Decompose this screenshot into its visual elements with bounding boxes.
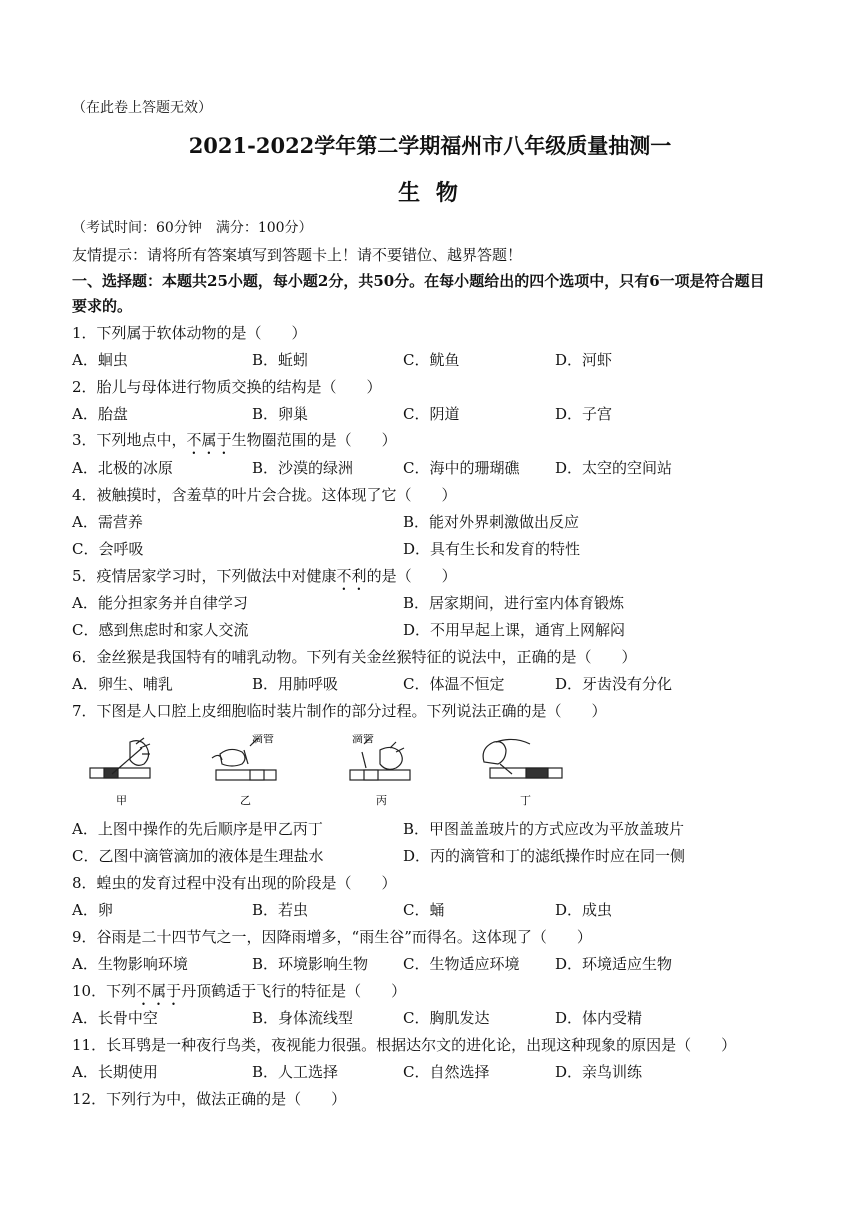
question-1-option-c: C．鱿鱼 (403, 351, 460, 369)
question-10-stem-pre: 10．下列 (72, 982, 137, 1000)
question-11-option-d: D．亲鸟训练 (555, 1063, 643, 1081)
question-2-stem: 2．胎儿与母体进行物质交换的结构是（ ） (72, 378, 382, 396)
question-9-stem: 9．谷雨是二十四节气之一，因降雨增多，“雨生谷”而得名。这体现了（ ） (72, 928, 592, 946)
question-11-option-b: B．人工选择 (252, 1063, 339, 1081)
question-6-option-b: B．用肺呼吸 (252, 675, 339, 693)
question-5-emphasis: 不利 (336, 567, 367, 585)
question-5-stem (72, 566, 457, 594)
question-2-option-a: A．胎盘 (72, 405, 128, 423)
panel-ding (483, 739, 562, 778)
question-3-option-a: A．北极的冰原 (72, 459, 173, 477)
tip: 友情提示：请将所有答案填写到答题卡上！请不要错位、越界答题！ (72, 246, 523, 264)
question-4-stem: 4．被触摸时，含羞草的叶片会合拢。这体现了它（ ） (72, 486, 457, 504)
question-12-stem: 12．下列行为中，做法正确的是（ ） (72, 1090, 347, 1108)
question-7-option-c: C．乙图中滴管滴加的液体是生理盐水 (72, 847, 324, 865)
question-2-option-c: C．阴道 (403, 405, 460, 423)
question-8-option-c: C．蛹 (403, 901, 445, 919)
dropper-label-yi: 滴管 (252, 734, 274, 745)
question-3-stem-post: 生物圈范围的是（ ） (231, 431, 397, 449)
question-4-option-d: D．具有生长和发育的特性 (403, 540, 581, 558)
question-6-option-c: C．体温不恒定 (403, 675, 505, 693)
slide-figure-svg (80, 734, 600, 810)
exam-title: 2021-2022学年第二学期福州市八年级质量抽测一 (188, 133, 672, 158)
question-5-option-a: A．能分担家务并自律学习 (72, 594, 248, 612)
figure-label-yi: 乙 (240, 794, 251, 807)
section-heading-line2: 要求的。 (72, 297, 133, 315)
question-10-stem (72, 981, 406, 1009)
question-10-option-d: D．体内受精 (555, 1009, 643, 1027)
question-1-option-a: A．蛔虫 (72, 351, 128, 369)
question-3-stem (72, 430, 397, 458)
question-10-option-a: A．长骨中空 (72, 1009, 158, 1027)
question-2-option-d: D．子宫 (555, 405, 613, 423)
question-5-stem-pre: 5．疫情居家学习时，下列做法中对健康 (72, 567, 337, 585)
question-10-emphasis: 不属于 (136, 982, 182, 1000)
question-9-option-a: A．生物影响环境 (72, 955, 188, 973)
question-9-option-d: D．环境适应生物 (555, 955, 673, 973)
question-1-stem: 1．下列属于软体动物的是（ ） (72, 324, 307, 342)
question-5-option-b: B．居家期间，进行室内体育锻炼 (403, 594, 625, 612)
question-5-option-d: D．不用早起上课，通宵上网解闷 (403, 621, 626, 639)
panel-jia (90, 738, 150, 778)
question-2-option-b: B．卵巢 (252, 405, 309, 423)
question-9-option-b: B．环境影响生物 (252, 955, 369, 973)
header-note: （在此卷上答题无效） (72, 100, 212, 116)
exam-info: （考试时间：60分钟 满分：100分） (72, 220, 313, 236)
question-1-option-d: D．河虾 (555, 351, 613, 369)
question-7-stem: 7．下图是人口腔上皮细胞临时装片制作的部分过程。下列说法正确的是（ ） (72, 702, 607, 720)
subject-title: 生 物 (398, 180, 462, 206)
question-10-option-b: B．身体流线型 (252, 1009, 354, 1027)
dropper-label-bing: 滴管 (352, 734, 374, 745)
question-3-emphasis: 不属于 (186, 431, 232, 449)
question-9-option-c: C．生物适应环境 (403, 955, 520, 973)
question-10-stem-post: 丹顶鹤适于飞行的特征是（ ） (181, 982, 407, 1000)
question-4-option-b: B．能对外界刺激做出反应 (403, 513, 580, 531)
question-5-option-c: C．感到焦虑时和家人交流 (72, 621, 249, 639)
question-6-option-d: D．牙齿没有分化 (555, 675, 673, 693)
question-6-stem: 6．金丝猴是我国特有的哺乳动物。下列有关金丝猴特征的说法中，正确的是（ ） (72, 648, 637, 666)
question-8-option-d: D．成虫 (555, 901, 613, 919)
question-7-option-a: A．上图中操作的先后顺序是甲乙丙丁 (72, 820, 323, 838)
figure-label-ding: 丁 (520, 794, 531, 807)
question-3-option-c: C．海中的珊瑚礁 (403, 459, 520, 477)
figure-label-bing: 丙 (376, 794, 387, 807)
question-7-option-b: B．甲图盖盖玻片的方式应改为平放盖玻片 (403, 820, 685, 838)
question-7-option-d: D．丙的滴管和丁的滤纸操作时应在同一侧 (403, 847, 686, 865)
figure-label-jia: 甲 (116, 794, 127, 807)
question-11-option-c: C．自然选择 (403, 1063, 490, 1081)
question-11-stem: 11．长耳鸮是一种夜行鸟类，夜视能力很强。根据达尔文的进化论，出现这种现象的原因是（ ） (72, 1036, 737, 1054)
question-8-option-a: A．卵 (72, 901, 113, 919)
slide-preparation-figure (80, 734, 600, 810)
question-8-option-b: B．若虫 (252, 901, 309, 919)
question-5-stem-post: 的是（ ） (366, 567, 457, 585)
question-1-option-b: B．蚯蚓 (252, 351, 309, 369)
question-4-option-a: A．需营养 (72, 513, 143, 531)
section-heading-line1: 一、选择题：本题共25小题，每小题2分，共50分。在每小题给出的四个选项中，只有6一项是符合题目 (72, 272, 765, 290)
question-3-stem-pre: 3．下列地点中， (72, 431, 187, 449)
question-3-option-d: D．太空的空间站 (555, 459, 673, 477)
question-8-stem: 8．蝗虫的发育过程中没有出现的阶段是（ ） (72, 874, 397, 892)
question-10-option-c: C．胸肌发达 (403, 1009, 490, 1027)
question-11-option-a: A．长期使用 (72, 1063, 158, 1081)
question-6-option-a: A．卵生、哺乳 (72, 675, 173, 693)
question-4-option-c: C．会呼吸 (72, 540, 144, 558)
question-3-option-b: B．沙漠的绿洲 (252, 459, 354, 477)
